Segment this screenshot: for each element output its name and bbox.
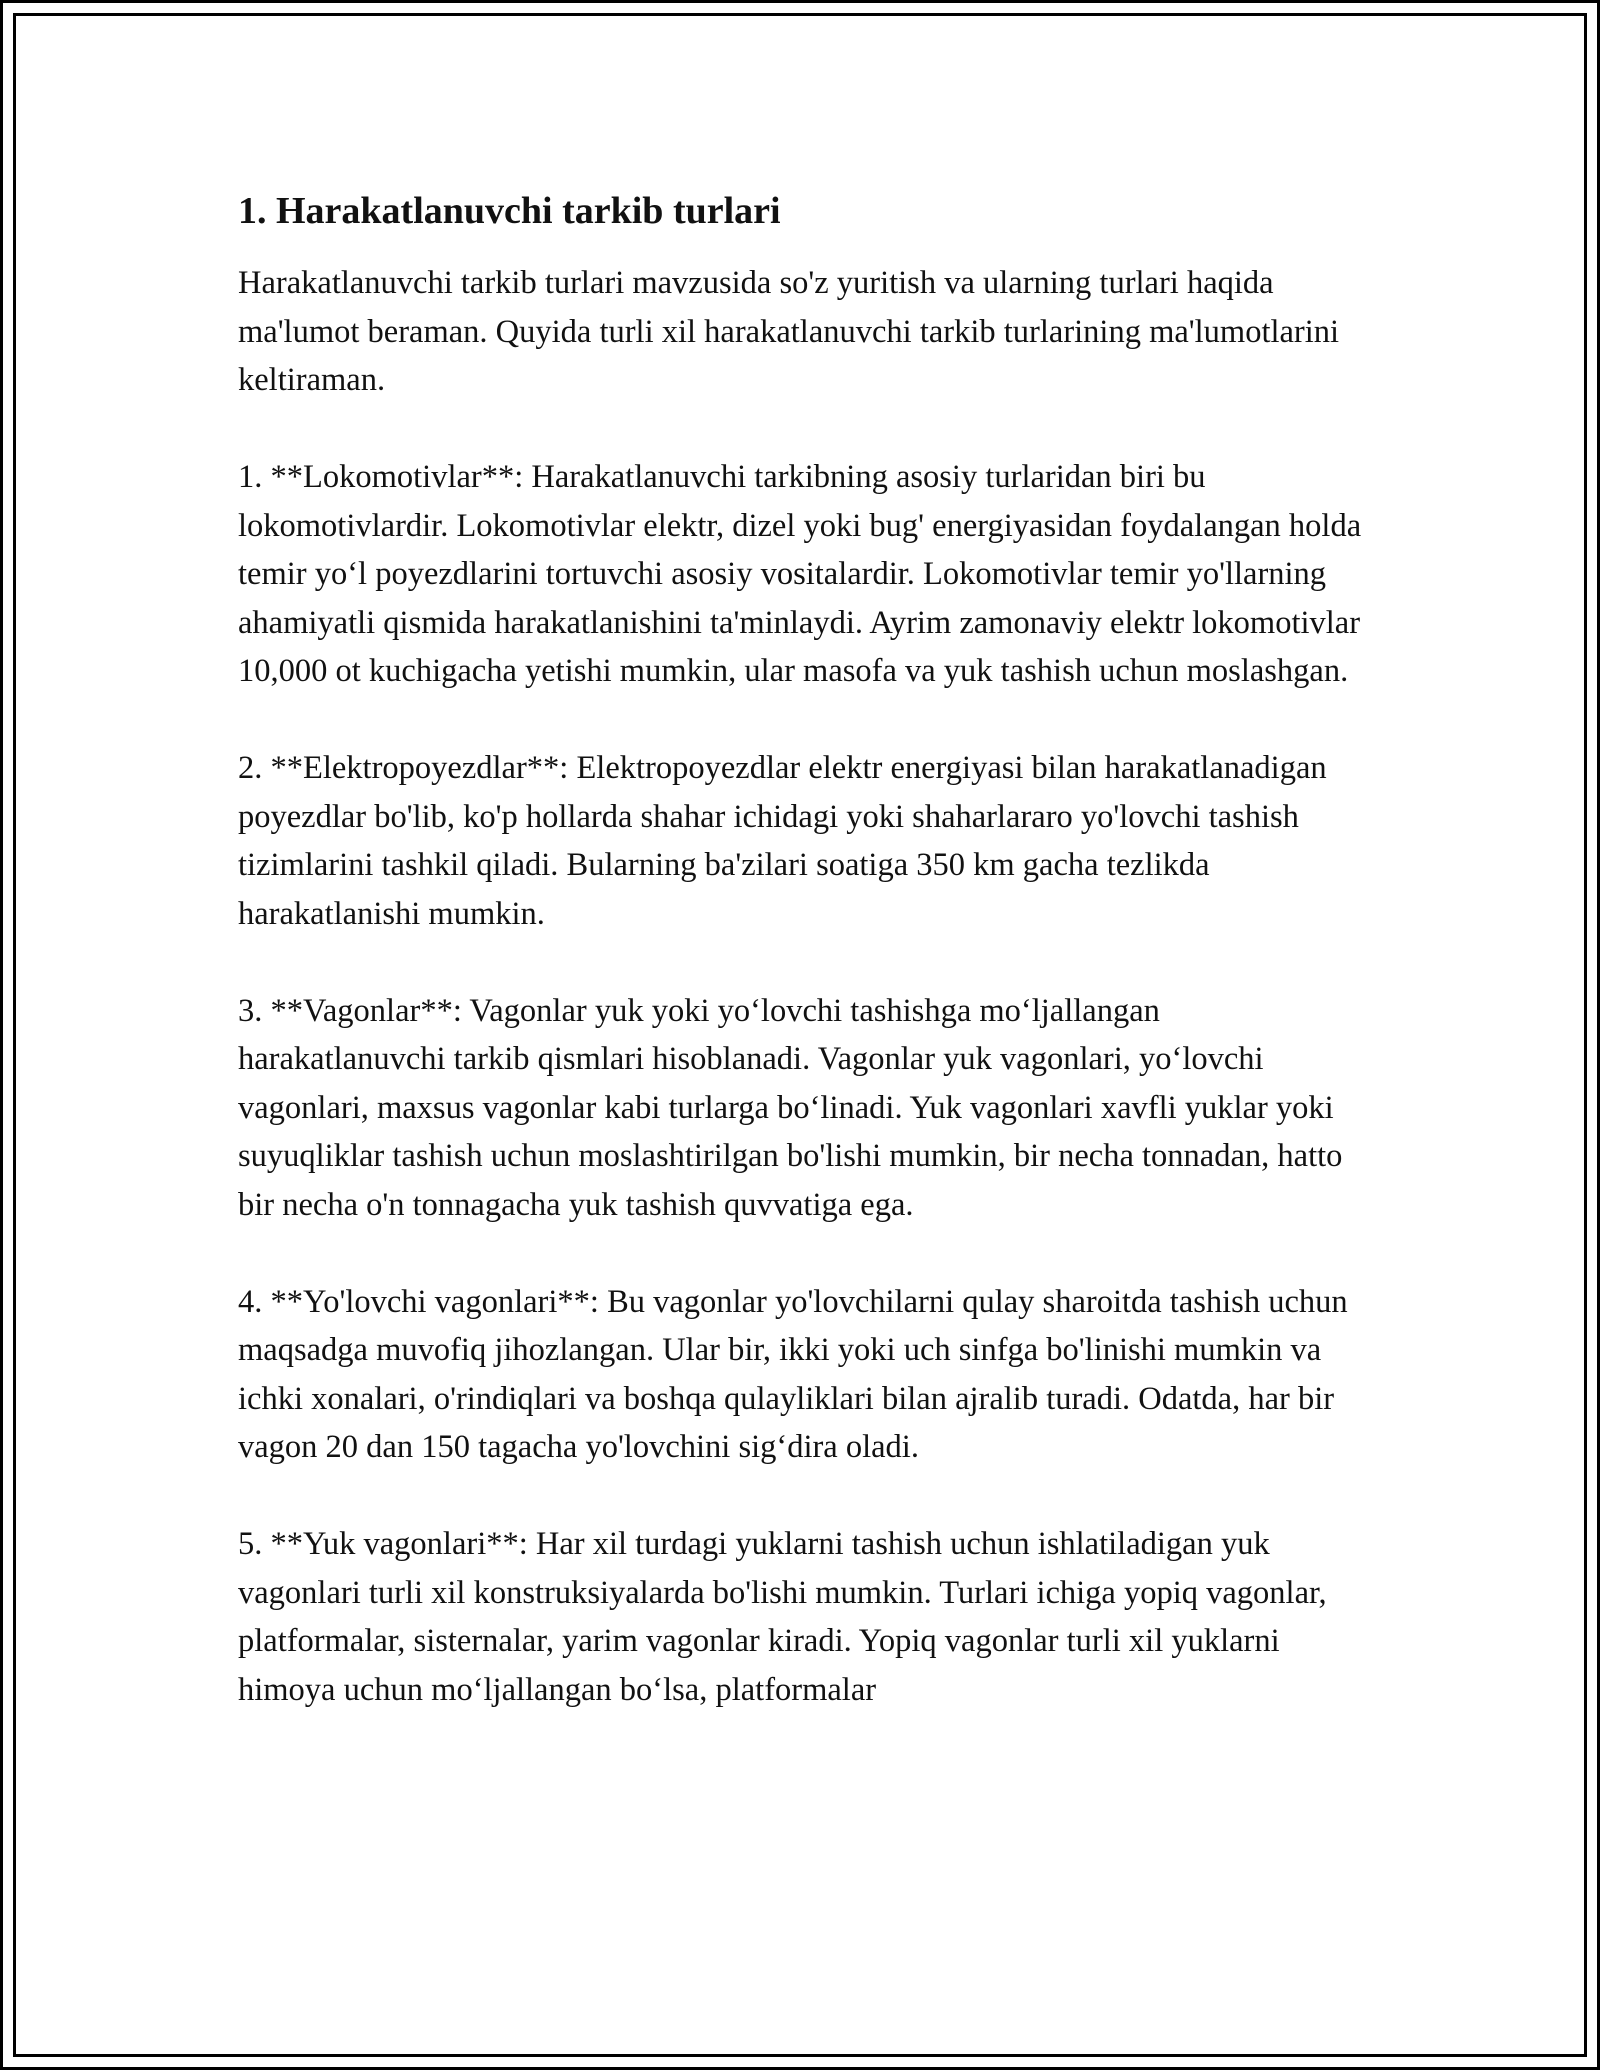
- yolovchi-vagonlari-paragraph: 4. **Yo'lovchi vagonlari**: Bu vagonlar yo'lovchilarni qulay sharoitda tashish uchun maqsadga muvofiq jihozlangan. Ular bir, ikki yoki uch sinfga bo'linishi mumkin va ichki xonalari, o'rindiqlari va boshqa qulayliklari bilan ajralib turadi. Odatda, har bir vagon 20 dan 150 tagacha yo'lovchini sig‘dira oladi.: [238, 1283, 1348, 1465]
- vagonlar-paragraph: 3. **Vagonlar**: Vagonlar yuk yoki yo‘lovchi tashishga mo‘ljallangan harakatlanuvchi tarkib qismlari hisoblanadi. Vagonlar yuk vagonlari, yo‘lovchi vagonlari, maxsus vagonlar kabi turlarga bo‘linadi. Yuk vagonlari xavfli yuklar yoki suyuqliklar tashish uchun moslashtirilgan bo'lishi mumkin, bir necha tonnadan, hatto bir necha o'n tonnagacha yuk tashish quvvatiga ega.: [238, 992, 1343, 1223]
- intro-paragraph: Harakatlanuvchi tarkib turlari mavzusida so'z yuritish va ularning turlari haqida ma'lumot beraman. Quyida turli xil harakatlanuvchi tarkib turlarining ma'lumotlarini keltiraman.: [238, 265, 1340, 398]
- lokomotivlar-paragraph: 1. **Lokomotivlar**: Harakatlanuvchi tarkibning asosiy turlaridan biri bu lokomotivlardir. Lokomotivlar elektr, dizel yoki bug' energiyasidan foydalangan holda temir yo‘l poyezdlarini tortuvchi asosiy vositalardir. Lokomotivlar temir yo'llarning ahamiyatli qismida harakatlanishini ta'minlaydi. Ayrim zamonaviy elektr lokomotivlar 10,000 ot kuchigacha yetishi mumkin, ular masofa va yuk tashish uchun moslashgan.: [238, 459, 1362, 689]
- section-heading: 1. Harakatlanuvchi tarkib turlari: [238, 190, 781, 232]
- document-body: [238, 189, 1368, 1763]
- elektropoyezdlar-paragraph: 2. **Elektropoyezdlar**: Elektropoyezdlar elektr energiyasi bilan harakatlanadigan poyezdlar bo'lib, ko'p hollarda shahar ichidagi yoki shaharlararo yo'lovchi tashish tizimlarini tashkil qiladi. Bularning ba'zilari soatiga 350 km gacha tezlikda harakatlanishi mumkin.: [238, 750, 1327, 932]
- yuk-vagonlari-paragraph: 5. **Yuk vagonlari**: Har xil turdagi yuklarni tashish uchun ishlatiladigan yuk vagonlari turli xil konstruksiyalarda bo'lishi mumkin. Turlari ichiga yopiq vagonlar, platformalar, sisternalar, yarim vagonlar kiradi. Yopiq vagonlar turli xil yuklarni himoya uchun mo‘ljallangan bo‘lsa, platformalar: [238, 1526, 1327, 1708]
